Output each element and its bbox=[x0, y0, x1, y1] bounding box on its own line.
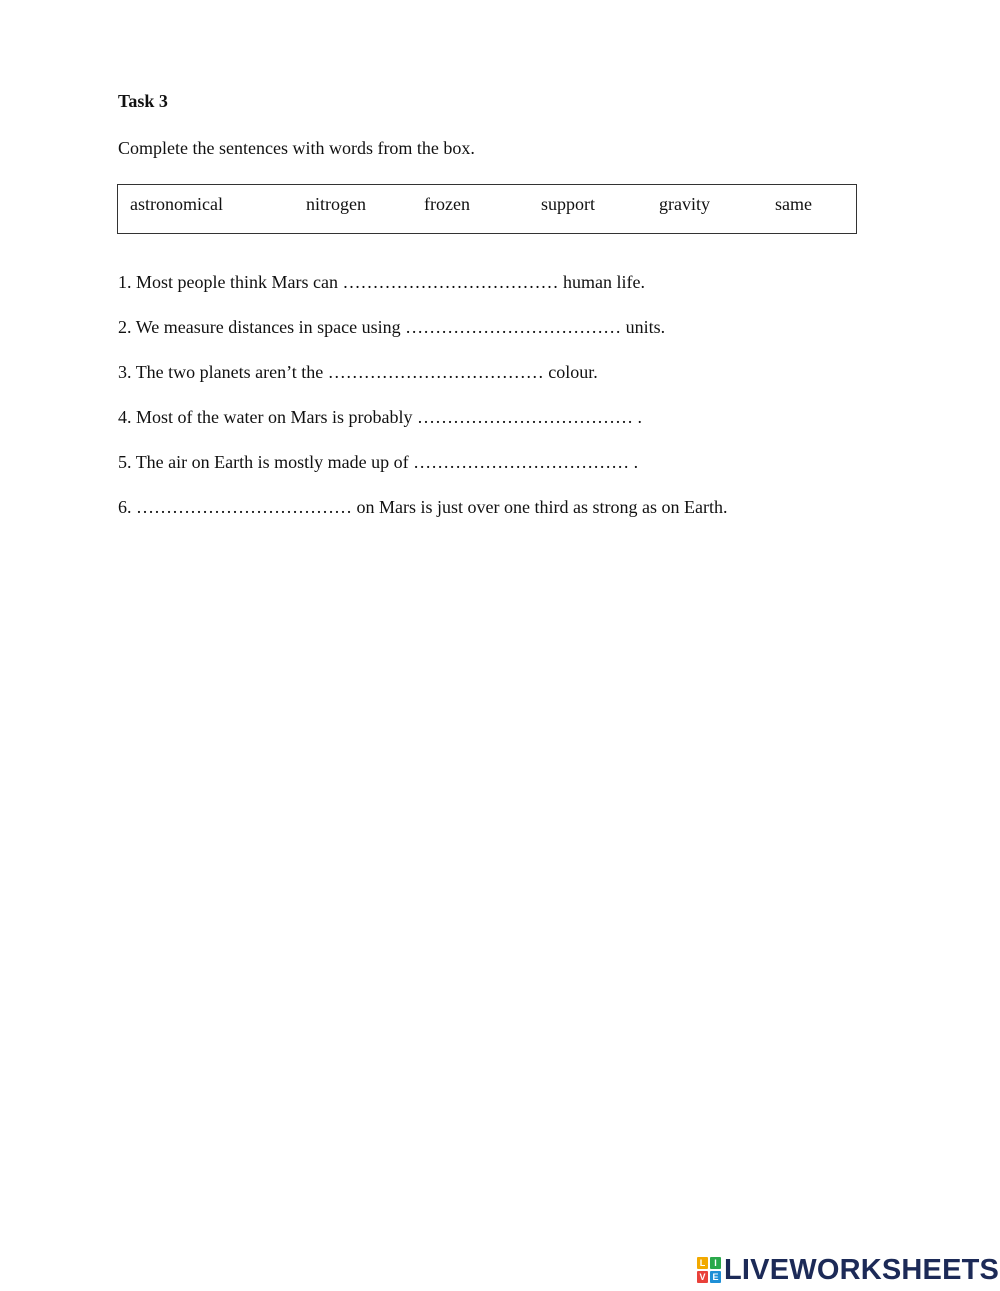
sentence-2 bbox=[118, 317, 665, 338]
sentence-text-after: . bbox=[633, 452, 639, 472]
sentence-number: 5. bbox=[118, 452, 132, 472]
word-box-item: frozen bbox=[424, 194, 470, 214]
answer-blank-6[interactable]: ……………………………… bbox=[136, 497, 352, 517]
answer-blank-2[interactable]: ……………………………… bbox=[405, 317, 622, 337]
task-title: Task 3 bbox=[118, 91, 168, 111]
logo-tile-l: L bbox=[697, 1257, 708, 1269]
word-box-item: support bbox=[541, 194, 595, 214]
liveworksheets-logo-icon bbox=[697, 1257, 721, 1283]
sentence-number: 1. bbox=[118, 272, 132, 292]
answer-blank-5[interactable]: ……………………………… bbox=[413, 452, 630, 472]
sentence-text-before: The two planets aren’t the bbox=[135, 362, 324, 382]
task-instruction: Complete the sentences with words from the box. bbox=[118, 138, 475, 158]
word-box-item: nitrogen bbox=[306, 194, 366, 214]
sentence-text-after: colour. bbox=[548, 362, 598, 382]
sentence-text-after: on Mars is just over one third as strong as on Earth. bbox=[356, 497, 728, 517]
sentence-number: 6. bbox=[118, 497, 132, 517]
answer-blank-3[interactable]: ……………………………… bbox=[327, 362, 544, 382]
word-box-item: same bbox=[775, 194, 812, 214]
sentence-text-after: human life. bbox=[562, 272, 645, 292]
sentence-3 bbox=[118, 362, 598, 383]
sentence-number: 3. bbox=[118, 362, 132, 382]
sentence-text-before: Most people think Mars can bbox=[136, 272, 338, 292]
sentence-text-before: The air on Earth is mostly made up of bbox=[135, 452, 409, 472]
logo-tile-v: V bbox=[697, 1271, 708, 1283]
sentence-text-before: We measure distances in space using bbox=[135, 317, 401, 337]
sentence-number: 4. bbox=[118, 407, 132, 427]
logo-tile-e: E bbox=[710, 1271, 721, 1283]
sentence-6 bbox=[118, 497, 727, 518]
sentence-5 bbox=[118, 452, 638, 473]
sentence-text-after: units. bbox=[625, 317, 666, 337]
word-box-item: gravity bbox=[659, 194, 710, 214]
answer-blank-4[interactable]: ……………………………… bbox=[416, 407, 633, 427]
sentence-4 bbox=[118, 407, 642, 428]
liveworksheets-branding bbox=[697, 1253, 999, 1287]
brand-name: LIVEWORKSHEETS bbox=[724, 1253, 1000, 1286]
sentence-text-before: Most of the water on Mars is probably bbox=[136, 407, 413, 427]
word-box bbox=[117, 184, 857, 234]
logo-tile-i: I bbox=[710, 1257, 721, 1269]
sentence-1 bbox=[118, 272, 645, 293]
sentence-number: 2. bbox=[118, 317, 132, 337]
sentence-text-after: . bbox=[637, 407, 642, 427]
answer-blank-1[interactable]: ……………………………… bbox=[342, 272, 559, 292]
word-box-item: astronomical bbox=[130, 194, 223, 214]
